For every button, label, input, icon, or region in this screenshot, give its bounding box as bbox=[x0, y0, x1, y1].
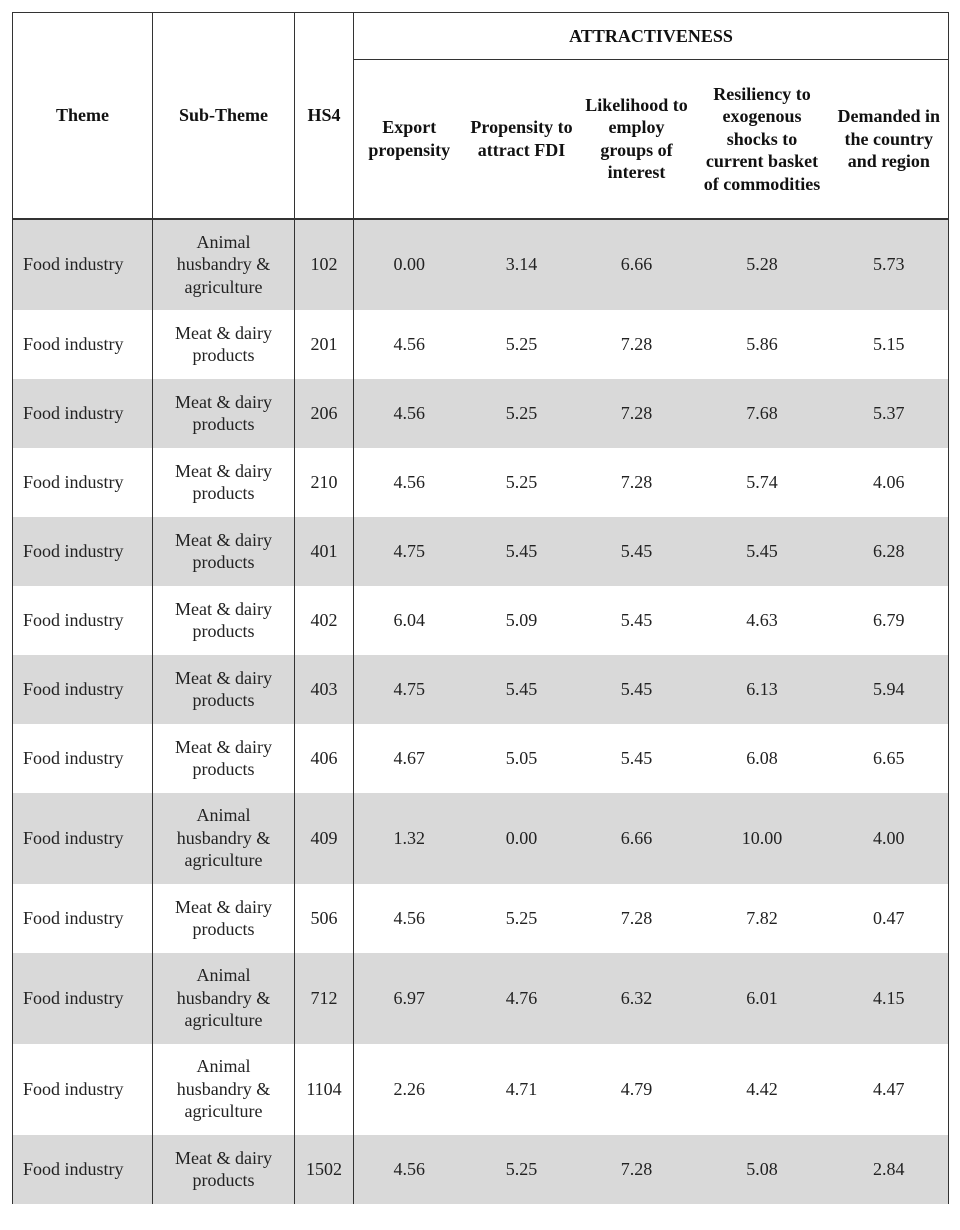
sub-theme-cell: Animal husbandry & agriculture bbox=[153, 219, 295, 310]
sub-theme-header: Sub-Theme bbox=[153, 13, 295, 219]
demanded-cell: 2.84 bbox=[830, 1135, 949, 1204]
hs4-cell: 210 bbox=[295, 448, 354, 517]
demanded-cell: 5.94 bbox=[830, 655, 949, 724]
demanded-cell: 6.65 bbox=[830, 724, 949, 793]
fdi-header: Propensity to attract FDI bbox=[465, 60, 579, 219]
resiliency-cell: 4.63 bbox=[746, 609, 778, 630]
table-row bbox=[13, 219, 949, 310]
employ-cell: 7.28 bbox=[579, 1135, 695, 1204]
export-propensity-cell: 4.56 bbox=[354, 379, 465, 448]
table-header bbox=[13, 13, 949, 219]
theme-cell: Food industry bbox=[13, 448, 153, 517]
resiliency-cell: 4.42 bbox=[746, 1078, 778, 1099]
fdi-cell: 5.45 bbox=[465, 655, 579, 724]
table-row bbox=[13, 379, 949, 448]
fdi-cell: 5.25 bbox=[505, 907, 538, 928]
employ-cell: 5.45 bbox=[579, 655, 695, 724]
theme-cell: Food industry bbox=[13, 1135, 153, 1204]
resiliency-cell: 5.45 bbox=[695, 517, 830, 586]
hs4-cell: 712 bbox=[295, 953, 354, 1044]
employ-cell: 4.79 bbox=[620, 1078, 653, 1099]
resiliency-cell: 7.82 bbox=[746, 907, 778, 928]
employ-cell: 5.45 bbox=[579, 517, 695, 586]
demanded-cell: 5.37 bbox=[830, 379, 949, 448]
table-row bbox=[13, 884, 949, 953]
resiliency-cell: 7.68 bbox=[695, 379, 830, 448]
theme-cell: Food industry bbox=[13, 517, 153, 586]
fdi-cell: 4.71 bbox=[505, 1078, 538, 1099]
table-body bbox=[13, 219, 949, 1204]
resiliency-cell: 5.86 bbox=[746, 333, 778, 354]
attractiveness-table bbox=[12, 12, 949, 1204]
resiliency-cell: 5.28 bbox=[695, 219, 830, 310]
sub-theme-cell: Meat & dairy products bbox=[153, 1135, 295, 1204]
hs4-cell: 402 bbox=[295, 586, 354, 655]
theme-cell: Food industry bbox=[13, 793, 153, 884]
demanded-cell: 4.47 bbox=[830, 1044, 949, 1135]
sub-theme-cell: Meat & dairy products bbox=[153, 310, 295, 379]
hs4-header: HS4 bbox=[295, 13, 354, 219]
theme-cell: Food industry bbox=[13, 310, 153, 379]
sub-theme-cell: Animal husbandry & agriculture bbox=[153, 793, 295, 884]
theme-cell: Food industry bbox=[13, 1044, 153, 1135]
fdi-cell: 5.25 bbox=[465, 379, 579, 448]
table-row bbox=[13, 586, 949, 655]
sub-theme-cell: Animal husbandry & agriculture bbox=[153, 1044, 295, 1135]
sub-theme-cell: Animal husbandry & agriculture bbox=[153, 953, 295, 1044]
employ-cell: 7.28 bbox=[579, 379, 695, 448]
theme-cell: Food industry bbox=[13, 724, 153, 793]
export-propensity-cell: 4.56 bbox=[354, 1135, 465, 1204]
export-propensity-cell: 0.00 bbox=[354, 219, 465, 310]
export-propensity-cell: 4.67 bbox=[393, 747, 425, 768]
theme-cell: Food industry bbox=[13, 379, 153, 448]
sub-theme-cell: Meat & dairy products bbox=[153, 724, 295, 793]
export-propensity-cell: 4.56 bbox=[393, 333, 425, 354]
theme-cell: Food industry bbox=[13, 953, 153, 1044]
fdi-cell: 0.00 bbox=[465, 793, 579, 884]
demanded-cell: 4.00 bbox=[830, 793, 949, 884]
table-row bbox=[13, 1044, 949, 1135]
fdi-cell: 5.25 bbox=[465, 1135, 579, 1204]
theme-cell: Food industry bbox=[13, 586, 153, 655]
hs4-cell: 201 bbox=[295, 310, 354, 379]
hs4-cell: 403 bbox=[295, 655, 354, 724]
export-propensity-cell: 4.56 bbox=[393, 471, 425, 492]
fdi-cell: 4.76 bbox=[465, 953, 579, 1044]
hs4-cell: 206 bbox=[295, 379, 354, 448]
fdi-cell: 5.25 bbox=[505, 471, 538, 492]
demanded-header: Demanded in the country and region bbox=[830, 60, 949, 219]
hs4-cell: 401 bbox=[295, 517, 354, 586]
export-propensity-cell: 6.04 bbox=[393, 609, 425, 630]
fdi-cell: 5.25 bbox=[505, 333, 538, 354]
sub-theme-cell: Meat & dairy products bbox=[153, 655, 295, 724]
theme-cell: Food industry bbox=[13, 884, 153, 953]
fdi-cell: 5.09 bbox=[505, 609, 538, 630]
attractiveness-group-header: ATTRACTIVENESS bbox=[354, 13, 949, 60]
fdi-cell: 3.14 bbox=[465, 219, 579, 310]
demanded-cell: 4.15 bbox=[830, 953, 949, 1044]
fdi-cell: 5.05 bbox=[505, 747, 538, 768]
sub-theme-cell: Meat & dairy products bbox=[153, 884, 295, 953]
resiliency-cell: 6.01 bbox=[695, 953, 830, 1044]
demanded-cell: 4.06 bbox=[830, 448, 949, 517]
sub-theme-cell: Meat & dairy products bbox=[153, 586, 295, 655]
export-propensity-cell: 4.75 bbox=[354, 655, 465, 724]
sub-theme-cell: Meat & dairy products bbox=[153, 517, 295, 586]
employ-cell: 7.28 bbox=[620, 333, 653, 354]
hs4-cell: 506 bbox=[295, 884, 354, 953]
demanded-cell: 0.47 bbox=[830, 884, 949, 953]
demanded-cell: 6.28 bbox=[830, 517, 949, 586]
export-propensity-cell: 4.75 bbox=[354, 517, 465, 586]
export-propensity-cell: 2.26 bbox=[393, 1078, 425, 1099]
fdi-cell: 5.45 bbox=[465, 517, 579, 586]
resiliency-header: Resiliency to exogenous shocks to current basket of commodities bbox=[695, 60, 830, 219]
table-row bbox=[13, 655, 949, 724]
export-propensity-header: Export propensity bbox=[354, 60, 465, 219]
hs4-cell: 1502 bbox=[295, 1135, 354, 1204]
employ-cell: 5.45 bbox=[620, 609, 653, 630]
theme-cell: Food industry bbox=[13, 655, 153, 724]
table-row bbox=[13, 448, 949, 517]
resiliency-cell: 5.74 bbox=[746, 471, 778, 492]
resiliency-cell: 5.08 bbox=[695, 1135, 830, 1204]
demanded-cell: 6.79 bbox=[830, 586, 949, 655]
table-row bbox=[13, 517, 949, 586]
hs4-cell: 409 bbox=[295, 793, 354, 884]
employ-header: Likelihood to employ groups of interest bbox=[579, 60, 695, 219]
sub-theme-cell: Meat & dairy products bbox=[153, 448, 295, 517]
resiliency-cell: 6.13 bbox=[695, 655, 830, 724]
table-row bbox=[13, 953, 949, 1044]
employ-cell: 6.66 bbox=[579, 793, 695, 884]
table-row bbox=[13, 310, 949, 379]
hs4-cell: 102 bbox=[295, 219, 354, 310]
theme-cell: Food industry bbox=[13, 219, 153, 310]
resiliency-cell: 10.00 bbox=[695, 793, 830, 884]
resiliency-cell: 6.08 bbox=[746, 747, 778, 768]
export-propensity-cell: 6.97 bbox=[354, 953, 465, 1044]
export-propensity-cell: 1.32 bbox=[354, 793, 465, 884]
theme-header: Theme bbox=[13, 13, 153, 219]
export-propensity-cell: 4.56 bbox=[393, 907, 425, 928]
demanded-cell: 5.73 bbox=[830, 219, 949, 310]
employ-cell: 5.45 bbox=[620, 747, 653, 768]
employ-cell: 7.28 bbox=[620, 907, 653, 928]
employ-cell: 6.32 bbox=[579, 953, 695, 1044]
hs4-cell: 406 bbox=[295, 724, 354, 793]
demanded-cell: 5.15 bbox=[830, 310, 949, 379]
hs4-cell: 1104 bbox=[295, 1044, 354, 1135]
employ-cell: 7.28 bbox=[620, 471, 653, 492]
table-row bbox=[13, 1135, 949, 1204]
table-row bbox=[13, 793, 949, 884]
sub-theme-cell: Meat & dairy products bbox=[153, 379, 295, 448]
employ-cell: 6.66 bbox=[579, 219, 695, 310]
table-row bbox=[13, 724, 949, 793]
